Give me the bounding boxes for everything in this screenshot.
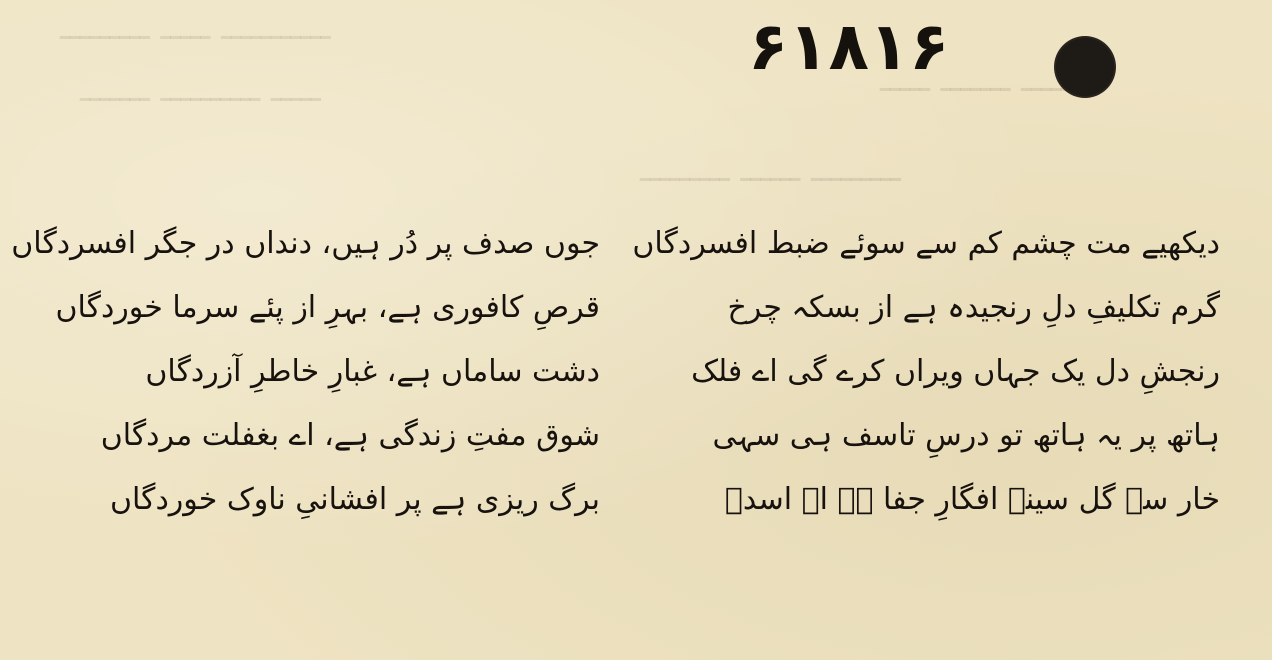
bullet-dot-icon bbox=[1056, 38, 1114, 96]
poem-column-right bbox=[632, 212, 1220, 532]
verse-line: دیکھیے مت چشم کم سے سوئے ضبط افسردگاں bbox=[632, 226, 1220, 261]
verse-line: شوق مفتِ زندگی ہے، اے بغفلت مردگاں bbox=[100, 418, 600, 453]
verse-line: برگ ریزی ہے پر افشانیِ ناوک خوردگاں bbox=[109, 482, 600, 517]
verse-line: گرم تکلیفِ دلِ رنجیدہ ہے از بسکہ چرخ bbox=[727, 290, 1220, 325]
verse-line: رنجشِ دل یک جہاں ویراں کرے گی اے فلک bbox=[691, 354, 1220, 389]
verse-line: دشت ساماں ہے، غبارِ خاطرِ آزردگاں bbox=[145, 354, 600, 389]
page-number: ۶۱۸۱۶ bbox=[748, 8, 950, 85]
poem-column-left bbox=[11, 212, 600, 532]
verse-line: ہاتھ پر یہ ہاتھ تو درسِ تاسف ہی سہی bbox=[712, 418, 1220, 453]
verse-line: جوں صدف پر دُر ہیں، دنداں در جگر افسردگاں bbox=[11, 226, 600, 261]
verse-line: قرصِ کافوری ہے، بہرِ از پئے سرما خوردگاں bbox=[55, 290, 600, 325]
verse-line: خار سے گل سینہ افگارِ جفا ہے اے اسدؔ bbox=[724, 482, 1220, 517]
